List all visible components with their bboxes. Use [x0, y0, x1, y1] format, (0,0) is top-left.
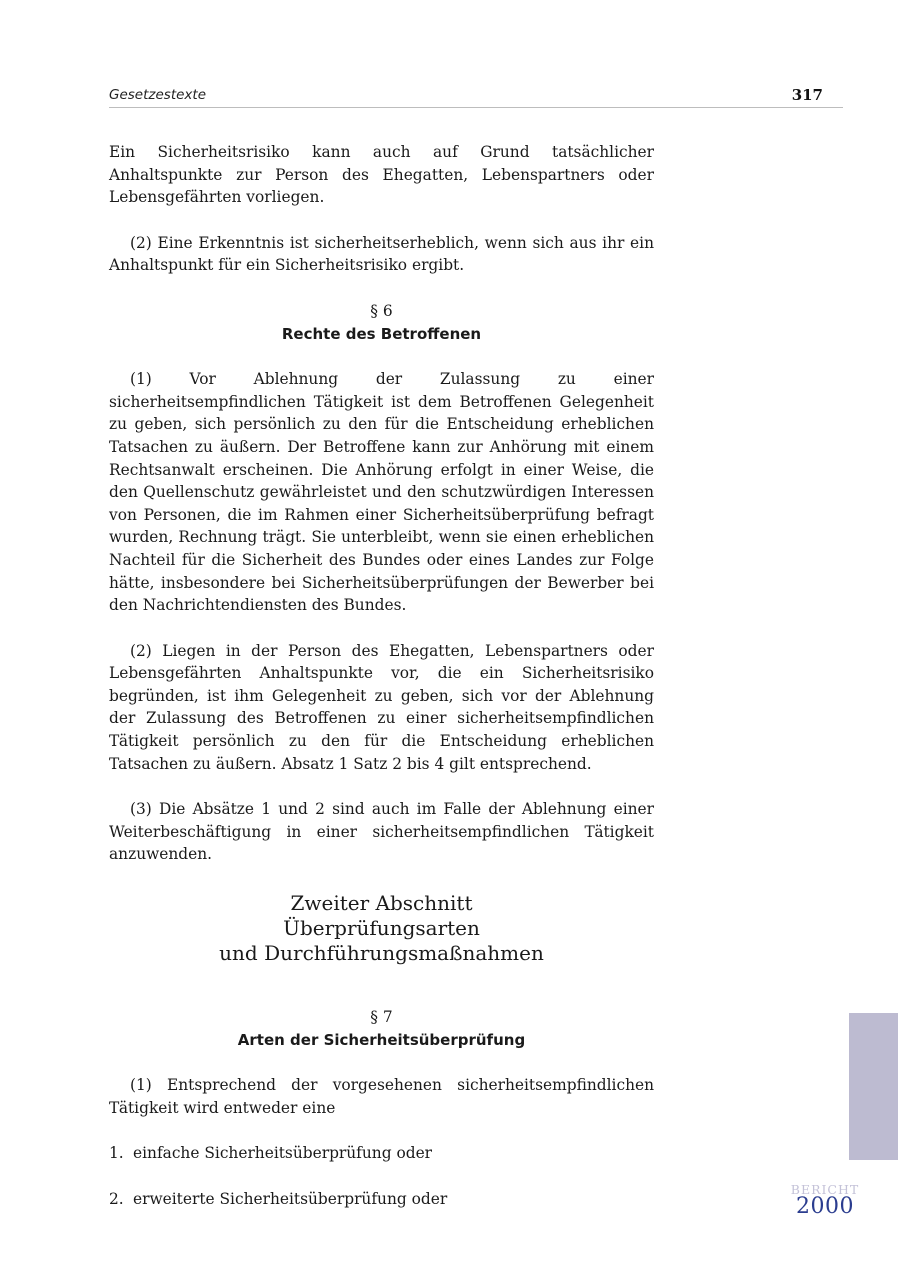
section-6-paragraph-3: (3) Die Absätze 1 und 2 sind auch im Falle der Ablehnung einer Weiterbeschäftigung in einer sicherheitsempfindlichen Tätigkeit anzuwenden.: [109, 800, 654, 864]
bericht-2000-logo: [790, 1183, 860, 1217]
chapter-line-2: Überprüfungsarten: [283, 916, 480, 941]
running-title: Gesetzestexte: [109, 87, 207, 103]
section-6-paragraph-1: (1) Vor Ablehnung der Zulassung zu einer sicherheitsempfindlichen Tätigkeit ist dem Betroffenen Gelegenheit zu geben, sich persönlich zu den für die Entscheidung erheblichen Tatsachen zu äußern. Der Betroffene kann zur Anhörung mit einem Rechtsanwalt erscheinen. Die Anhörung erfolgt in einer Weise, die den Quellenschutz gewährleistet und den schutzwürdigen Interessen von Personen, die im Rahmen einer Sicherheitsüberprüfung befragt wurden, Rechnung trägt. Sie unterbleibt, wenn sie einen erheblichen Nachteil für die Sicherheit des Bundes oder eines Landes zur Folge hätte, insbesondere bei Sicherheitsüberprüfungen der Bewerber bei den Nachrichtendiensten des Bundes.: [109, 370, 654, 615]
list-text: erweiterte Sicherheitsüberprüfung oder: [133, 1190, 448, 1208]
chapter-tab-marker: [849, 1013, 898, 1160]
page-body: [109, 141, 654, 1211]
list-number: 2.: [109, 1190, 124, 1208]
paragraph-2: (2) Eine Erkenntnis ist sicherheitserheblich, wenn sich aus ihr ein Anhaltspunkt für ein Sicherheitsrisiko ergibt.: [109, 233, 654, 275]
list-item: [109, 1188, 654, 1211]
section-7-paragraph-1: (1) Entsprechend der vorgesehenen sicherheitsempfindlichen Tätigkeit wird entweder eine: [109, 1076, 654, 1117]
section-6-paragraph-2: (2) Liegen in der Person des Ehegatten, Lebenspartners oder Lebensgefährten Anhaltspunkte vor, die ein Sicherheitsrisiko begründen, ist ihm Gelegenheit zu geben, sich vor der Ablehnung der Zulassung des Betroffenen zu einer sicherheitsempfindlichen Tätigkeit persönlich zu den für die Entscheidung erheblichen Tatsachen zu äußern. Absatz 1 Satz 2 bis 4 gilt entsprechend.: [109, 641, 654, 773]
paragraph-intro: Ein Sicherheitsrisiko kann auch auf Grund tatsächlicher Anhaltspunkte zur Person des Ehegatten, Lebenspartners oder Lebensgefährten vorliegen.: [109, 143, 654, 207]
section-6-title: Rechte des Betroffenen: [281, 324, 482, 343]
list-item: [109, 1142, 654, 1165]
running-header: [109, 86, 843, 108]
section-6-number: § 6: [370, 301, 393, 320]
logo-word: BERICHT: [790, 1182, 860, 1197]
section-7-title: Arten der Sicherheitsüberprüfung: [237, 1030, 526, 1049]
chapter-heading: [109, 891, 654, 966]
page-number: 317: [791, 86, 823, 104]
chapter-line-1: Zweiter Abschnitt: [290, 891, 473, 916]
list-text: einfache Sicherheitsüberprüfung oder: [133, 1144, 433, 1163]
chapter-line-3: und Durchführungsmaßnahmen: [219, 941, 544, 966]
logo-year: 2000: [796, 1194, 854, 1219]
section-7-number: § 7: [370, 1008, 393, 1027]
list-number: 1.: [109, 1144, 124, 1163]
